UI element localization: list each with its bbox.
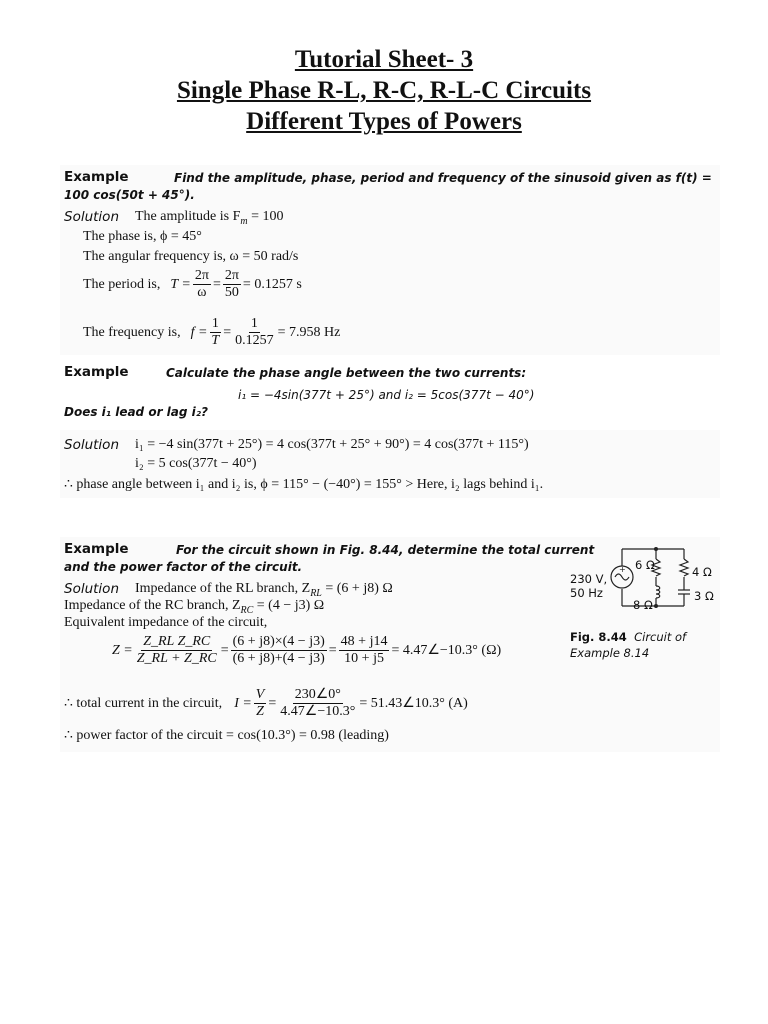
example-2-label: Example: [64, 364, 129, 380]
capacitor-3-label: 3 Ω: [694, 589, 714, 603]
example-1-angular-frequency: The angular frequency is, ω = 50 rad/s: [83, 249, 299, 264]
example-3-impedance-equation: Z = $\frac{\text{Z\_RL Z\_RC}}{Z\_RL + Z\_RC}$ = $\frac{(6 + j8)\times(4 - j3)}{(6 + j8)+(4 - j3)}$ = $\frac{48 + j14}{10 + j5}$ = 4.47∠−10.3° (Ω): [112, 634, 502, 666]
title-line-1: Tutorial Sheet- 3: [294, 46, 474, 73]
example-2-solution-line-1: i₁ = −4 sin(377t + 25°) = 4 cos(377t + 25° + 90°) = 4 cos(377t + 115°): [135, 437, 529, 452]
example-2-solution-line-3: ∴ phase angle between i₁ and i₂ is, ϕ = 115° − (−40°) = 155° > Here, i₂ lags behind i₁.: [64, 477, 544, 492]
example-3-rc-impedance: Impedance of the RC branch, $Z_{RC} = (4 - j3)$ Ω: [64, 598, 325, 616]
example-2-solution-line-2: i₂ = 5 cos(377t − 40°): [135, 456, 257, 471]
example-3-power-factor: ∴ power factor of the circuit = cos(10.3°) = 0.98 (leading): [64, 728, 389, 743]
example-2-question: Calculate the phase angle between the two currents:: [166, 366, 527, 380]
example-1-amplitude: The amplitude is $F_m = 100$: [135, 209, 284, 227]
example-3-label: Example: [64, 541, 129, 557]
title-line-3: Different Types of Powers: [246, 108, 522, 135]
example-2-solution-label: Solution: [64, 437, 119, 453]
example-1-frequency: The frequency is, f = $\frac{1}{T}$ = $\frac{1}{0.1257}$ = 7.958 Hz: [83, 316, 341, 348]
source-label: 230 V, 50 Hz: [570, 572, 608, 600]
svg-text:+: +: [619, 565, 626, 574]
resistor-6-label: 6 Ω: [635, 558, 655, 572]
figure-caption: Fig. 8.44 Circuit of Example 8.14: [570, 630, 687, 660]
resistor-4-label: 4 Ω: [692, 565, 712, 579]
example-3-question-2: and the power factor of the circuit.: [64, 560, 303, 574]
example-1-question-2: 100 cos(50t + 45°).: [64, 188, 195, 202]
title-line-2: Single Phase R-L, R-C, R-L-C Circuits: [176, 77, 592, 104]
inductor-8-label: 8 Ω: [633, 598, 653, 612]
example-1-question: Find the amplitude, phase, period and frequency of the sinusoid given as f(t) =: [174, 171, 712, 185]
example-1-phase: The phase is, ϕ = 45°: [83, 229, 202, 244]
example-1-solution-label: Solution: [64, 209, 119, 225]
example-3-current-equation: ∴ total current in the circuit, I = $\frac{V}{Z}$ = $\frac{230\angle 0^\circ}{4.47\angle-10.3^\circ}$ = 51.43∠10.3° (A): [64, 687, 468, 719]
example-1-label: Example: [64, 169, 129, 185]
example-3-rl-impedance: Impedance of the RL branch, $Z_{RL} = (6 + j8)$ Ω: [135, 581, 393, 599]
example-1-period: The period is, T = $\frac{2\pi}{\omega}$ = $\frac{2\pi}{50}$ = 0.1257 s: [83, 268, 302, 300]
example-3-question: For the circuit shown in Fig. 8.44, determine the total current: [176, 543, 595, 557]
example-2-lead-lag: Does i₁ lead or lag i₂?: [64, 405, 208, 419]
example-3-solution-label: Solution: [64, 581, 119, 597]
example-2-currents: i₁ = −4sin(377t + 25°) and i₂ = 5cos(377t − 40°): [238, 388, 535, 402]
example-3-equivalent-label: Equivalent impedance of the circuit,: [64, 615, 268, 630]
